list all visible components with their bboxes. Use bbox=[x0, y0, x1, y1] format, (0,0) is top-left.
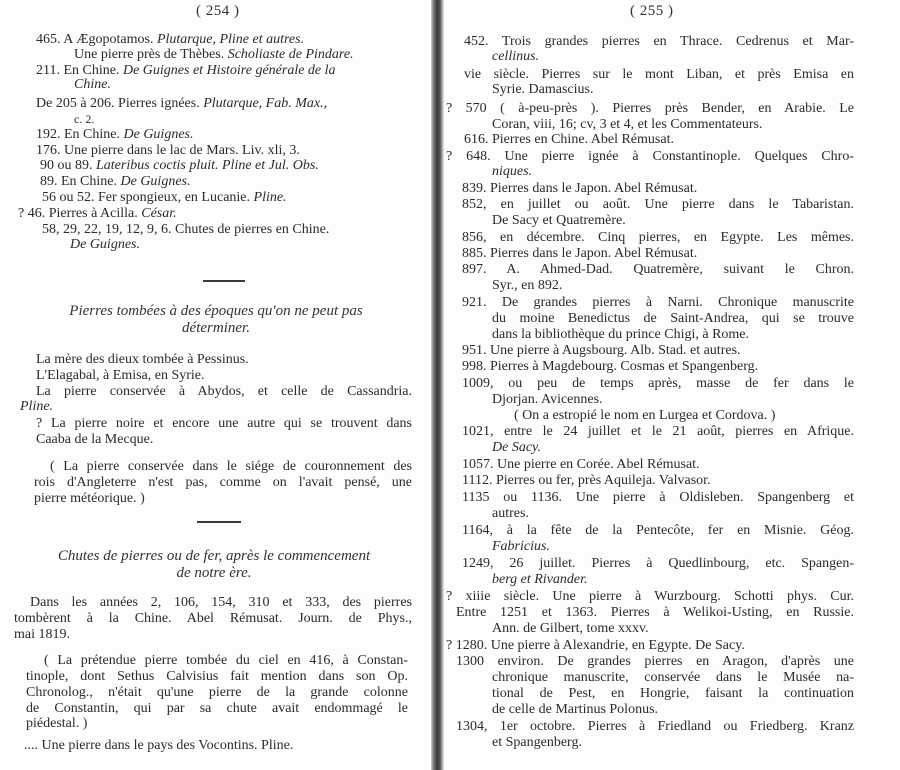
entry-line: 921. De grandes pierres à Narni. Chronique manuscrite bbox=[462, 295, 854, 310]
entry-line: Djorjan. Avicennes. bbox=[492, 392, 603, 407]
text-line: pierre météorique. ) bbox=[34, 491, 145, 506]
heading-line: déterminer. bbox=[182, 320, 250, 336]
text-line: piédestal. ) bbox=[26, 716, 88, 731]
entry-line: Fabricius. bbox=[492, 539, 550, 554]
entry-line: 885. Pierres dans le Japon. Abel Rémusat. bbox=[462, 246, 698, 261]
book-binding-gutter bbox=[431, 0, 444, 770]
entry-line: 58, 29, 22, 19, 12, 9, 6. Chutes de pierres en Chine. bbox=[42, 222, 330, 237]
entry-line: Syrie. Damascius. bbox=[492, 82, 594, 97]
entry-line: 211. En Chine. De Guignes et Histoire générale de la bbox=[36, 63, 336, 78]
entry-line: 465. A Ægopotamos. Plutarque, Pline et autres. bbox=[36, 32, 305, 47]
entry-line: niques. bbox=[492, 164, 533, 179]
text-line: ( La pierre conservée dans le siége de couronnement des bbox=[50, 459, 412, 474]
heading-line: de notre ère. bbox=[176, 565, 252, 581]
entry-line: et Spangenberg. bbox=[492, 735, 582, 750]
entry-line: c. 2. bbox=[74, 112, 95, 126]
entry-line: ? xiiie siècle. Une pierre à Wurzbourg. Schotti phys. Cur. bbox=[446, 589, 854, 604]
entry-line: 897. A. Ahmed-Dad. Quatremère, suivant le Chron. bbox=[462, 262, 854, 277]
entry-line: De Guignes. bbox=[70, 237, 140, 252]
text-line: rois d'Angleterre n'est pas, comme on l'avait pensé, une bbox=[34, 475, 412, 490]
page-number-left: ( 254 ) bbox=[196, 3, 240, 19]
entry-line: chronique manuscrite, conservée dans le Musée na- bbox=[492, 670, 854, 685]
entry-line: 1112. Pierres ou fer, près Aquileja. Valvasor. bbox=[462, 473, 711, 488]
entry-line: 89. En Chine. De Guignes. bbox=[40, 174, 191, 189]
entry-line: vie siècle. Pierres sur le mont Liban, et près Emisa en bbox=[464, 67, 854, 82]
entry-line: 1164, à la fête de la Pentecôte, fer en Misnie. Géog. bbox=[462, 523, 854, 538]
text-line: de Constantin, qui par sa chute avait endommagé le bbox=[26, 701, 408, 716]
entry-line: De Sacy. bbox=[492, 440, 541, 455]
entry-line: Coran, viii, 16; cv, 3 et 4, et les Commentateurs. bbox=[492, 117, 763, 132]
entry-line: ? 570 ( à-peu-près ). Pierres près Bender, en Arabie. Le bbox=[446, 101, 854, 116]
right-page bbox=[444, 0, 900, 770]
text-line: ( La prétendue pierre tombée du ciel en 416, à Constan- bbox=[44, 653, 408, 668]
entry-line: dans la bibliothèque du prince Chigi, à Rome. bbox=[492, 327, 750, 342]
heading-line: Chutes de pierres ou de fer, après le commencement bbox=[57, 548, 371, 564]
entry-line: 192. En Chine. De Guignes. bbox=[36, 127, 194, 142]
entry-line: De 205 à 206. Pierres ignées. Plutarque, Fab. Max., bbox=[36, 96, 328, 111]
text-line: La mère des dieux tombée à Pessinus. bbox=[36, 352, 249, 367]
entry-line: ? 46. Pierres à Acilla. César. bbox=[18, 206, 177, 221]
entry-line: 856, en décembre. Cinq pierres, en Egypte. Les mêmes. bbox=[462, 230, 854, 245]
entry-line: 839. Pierres dans le Japon. Abel Rémusat. bbox=[462, 181, 698, 196]
entry-line: du moine Benedictus de Saint-Andrea, qui se trouve bbox=[492, 311, 854, 326]
entry-line: Ann. de Gilbert, tome xxxv. bbox=[492, 621, 649, 636]
entry-line: 998. Pierres à Magdebourg. Cosmas et Spangenberg. bbox=[462, 359, 759, 374]
text-line: Pline. bbox=[20, 399, 54, 414]
text-line: L'Elagabal, à Emisa, en Syrie. bbox=[36, 368, 205, 383]
text-line: tombèrent à la Chine. Abel Rémusat. Journ. de Phys., bbox=[14, 611, 412, 626]
entry-line: 951. Une pierre à Augsbourg. Alb. Stad. et autres. bbox=[462, 343, 741, 358]
text-line: Chronolog., n'était qu'une pierre de la grande colonne bbox=[26, 685, 408, 700]
entry-line: Entre 1251 et 1363. Pierres à Welikoi-Usting, en Russie. bbox=[456, 605, 854, 620]
entry-line: Chine. bbox=[74, 77, 111, 92]
entry-line: 1057. Une pierre en Corée. Abel Rémusat. bbox=[462, 457, 700, 472]
section-divider bbox=[203, 280, 245, 282]
entry-line: ? 1280. Une pierre à Alexandrie, en Egypte. De Sacy. bbox=[446, 638, 745, 653]
entry-line: 616. Pierres en Chine. Abel Rémusat. bbox=[464, 132, 674, 147]
entry-line: 1009, ou peu de temps après, masse de fer dans le bbox=[462, 376, 854, 391]
entry-line: 1300 environ. De grandes pierres en Aragon, d'après une bbox=[456, 654, 854, 669]
text-line: .... Une pierre dans le pays des Vocontins. Pline. bbox=[24, 738, 294, 753]
text-line: mai 1819. bbox=[14, 627, 70, 642]
entry-line: Syr., en 892. bbox=[492, 278, 563, 293]
entry-line: 176. Une pierre dans le lac de Mars. Liv. xli, 3. bbox=[36, 143, 300, 158]
page-number-right: ( 255 ) bbox=[630, 3, 674, 19]
entry-line: 1021, entre le 24 juillet et le 21 août, pierres en Afrique. bbox=[462, 424, 854, 439]
section-heading-after-era bbox=[18, 548, 410, 582]
text-line: Caaba de la Mecque. bbox=[36, 432, 154, 447]
entry-line: De Sacy et Quatremère. bbox=[492, 213, 626, 228]
text-line: La pierre conservée à Abydos, et celle de Cassandria. bbox=[36, 384, 412, 399]
entry-line: berg et Rivander. bbox=[492, 572, 588, 587]
entry-line: 1304, 1er octobre. Pierres à Friedland ou Friedberg. Kranz bbox=[456, 719, 854, 734]
left-page bbox=[0, 0, 432, 770]
entry-line: 1249, 26 juillet. Pierres à Quedlinbourg, etc. Spangen- bbox=[462, 556, 854, 571]
section-heading-undetermined bbox=[20, 303, 412, 337]
entry-line: 56 ou 52. Fer spongieux, en Lucanie. Pline. bbox=[42, 190, 287, 205]
text-line: tinople, dont Sethus Calvisius fait mention dans son Op. bbox=[26, 669, 408, 684]
entry-line: autres. bbox=[492, 506, 529, 521]
text-line: Dans les années 2, 106, 154, 310 et 333, des pierres bbox=[30, 595, 412, 610]
heading-line: Pierres tombées à des époques qu'on ne peut pas bbox=[69, 303, 363, 319]
entry-line: ? 648. Une pierre ignée à Constantinople. Quelques Chro- bbox=[446, 149, 854, 164]
section-divider bbox=[197, 521, 241, 523]
entry-line: de celle de Martinus Polonus. bbox=[492, 702, 659, 717]
entry-line: 90 ou 89. Lateribus coctis pluit. Pline et Jul. Obs. bbox=[40, 158, 319, 173]
entry-line: tional de Pest, en Hongrie, faisant la continuation bbox=[492, 686, 854, 701]
text-line: ? La pierre noire et encore une autre qui se trouvent dans bbox=[36, 416, 412, 431]
entry-line: Une pierre près de Thèbes. Scholiaste de Pindare. bbox=[74, 47, 354, 62]
entry-line: ( On a estropié le nom en Lurgea et Cordova. ) bbox=[514, 408, 776, 423]
entry-line: 852, en juillet ou août. Une pierre dans le Tabaristan. bbox=[462, 197, 854, 212]
entry-line: 1135 ou 1136. Une pierre à Oldisleben. Spangenberg et bbox=[462, 490, 854, 505]
entry-line: cellinus. bbox=[492, 49, 540, 64]
entry-line: 452. Trois grandes pierres en Thrace. Cedrenus et Mar- bbox=[464, 34, 854, 49]
